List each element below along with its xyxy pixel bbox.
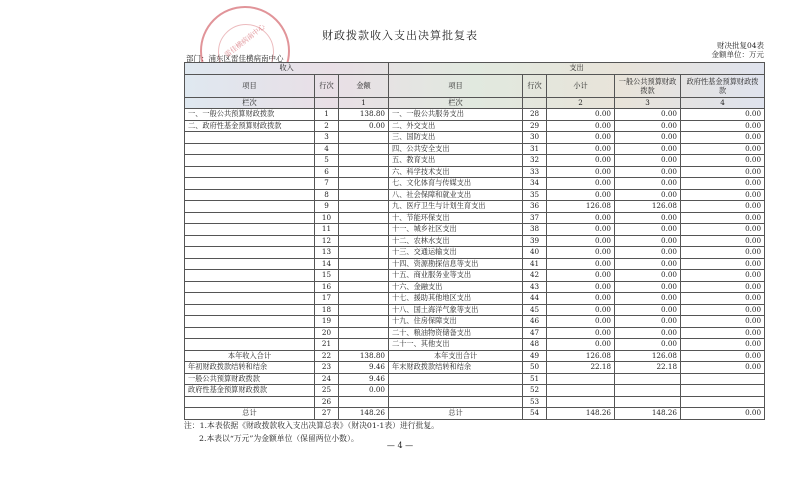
expense-row-no-cell: 47 <box>523 327 547 339</box>
expense-item-cell: 十七、援助其他地区支出 <box>389 293 523 305</box>
expense-item-cell: 四、公共安全支出 <box>389 143 523 155</box>
subtotal-cell: 148.26 <box>547 408 615 420</box>
general-budget-cell <box>615 385 681 397</box>
expense-row-no-cell: 50 <box>523 362 547 374</box>
expense-row-no-cell: 31 <box>523 143 547 155</box>
expense-row-no-cell: 39 <box>523 235 547 247</box>
table-row <box>185 143 765 155</box>
subtotal-cell: 0.00 <box>547 339 615 351</box>
budget-table <box>184 62 765 420</box>
expense-row-no-cell: 29 <box>523 120 547 132</box>
general-budget-cell <box>615 373 681 385</box>
table-row <box>185 270 765 282</box>
income-item-cell <box>185 396 315 408</box>
income-item-cell <box>185 293 315 305</box>
income-row-no-cell: 13 <box>315 247 339 259</box>
expense-item-cell: 本年支出合计 <box>389 350 523 362</box>
subtotal-cell: 0.00 <box>547 189 615 201</box>
expense-item-cell: 二十、粮油物资储备支出 <box>389 327 523 339</box>
income-row-no-cell: 20 <box>315 327 339 339</box>
gov-fund-budget-cell: 0.00 <box>681 316 765 328</box>
table-row <box>185 350 765 362</box>
income-row-no-cell: 12 <box>315 235 339 247</box>
income-amount-cell <box>339 339 389 351</box>
income-row-no-cell: 3 <box>315 132 339 144</box>
subtotal-cell: 0.00 <box>547 304 615 316</box>
income-item-cell: 年初财政拨款结转和结余 <box>185 362 315 374</box>
income-item-cell <box>185 143 315 155</box>
income-amount-cell <box>339 327 389 339</box>
expense-row-no-cell: 37 <box>523 212 547 224</box>
expense-item-cell: 十、节能环保支出 <box>389 212 523 224</box>
income-amount-cell <box>339 155 389 167</box>
income-row-no-cell: 18 <box>315 304 339 316</box>
amount-unit: 金额单位：万元 <box>711 50 764 59</box>
expense-row-no-cell: 46 <box>523 316 547 328</box>
gov-fund-budget-cell <box>681 373 765 385</box>
income-amount-header: 金额 <box>339 74 389 97</box>
income-amount-cell <box>339 396 389 408</box>
gov-fund-budget-cell: 0.00 <box>681 166 765 178</box>
income-amount-cell <box>339 178 389 190</box>
general-budget-cell: 0.00 <box>615 339 681 351</box>
gov-fund-budget-cell: 0.00 <box>681 155 765 167</box>
subtotal-cell: 0.00 <box>547 327 615 339</box>
income-amount-cell: 9.46 <box>339 373 389 385</box>
income-row-no-cell: 21 <box>315 339 339 351</box>
general-budget-cell: 0.00 <box>615 281 681 293</box>
expense-row-no-cell: 41 <box>523 258 547 270</box>
income-row-no-cell: 7 <box>315 178 339 190</box>
col-1-label: 1 <box>339 97 389 109</box>
expense-row-no-cell: 49 <box>523 350 547 362</box>
income-amount-cell: 0.00 <box>339 385 389 397</box>
income-item-cell: 本年收入合计 <box>185 350 315 362</box>
gov-fund-budget-cell: 0.00 <box>681 304 765 316</box>
department-label: 部门：浦东区雷佳横病南中心 <box>186 54 284 63</box>
gov-fund-budget-cell: 0.00 <box>681 293 765 305</box>
column-number-row <box>185 97 765 109</box>
income-item-cell <box>185 235 315 247</box>
table-row <box>185 327 765 339</box>
expense-item-header: 项目 <box>389 74 523 97</box>
expense-row-no-header: 行次 <box>523 74 547 97</box>
income-amount-cell <box>339 258 389 270</box>
income-row-no-cell: 19 <box>315 316 339 328</box>
expense-row-no-cell: 36 <box>523 201 547 213</box>
income-item-cell <box>185 132 315 144</box>
footnote-1: 注：1.本表依据《财政拨款收入支出决算总表》（财决01-1表）进行批复。 <box>184 421 439 430</box>
income-row-no-cell: 22 <box>315 350 339 362</box>
table-row <box>185 408 765 420</box>
gov-fund-budget-cell: 0.00 <box>681 132 765 144</box>
table-row <box>185 120 765 132</box>
income-amount-cell <box>339 166 389 178</box>
subtotal-cell: 0.00 <box>547 258 615 270</box>
gov-fund-budget-cell: 0.00 <box>681 408 765 420</box>
gov-fund-budget-cell <box>681 385 765 397</box>
income-item-cell <box>185 270 315 282</box>
gov-fund-budget-cell <box>681 396 765 408</box>
income-group-header: 收入 <box>185 63 389 75</box>
income-amount-cell <box>339 224 389 236</box>
general-budget-cell: 0.00 <box>615 132 681 144</box>
expense-item-cell: 三、国防支出 <box>389 132 523 144</box>
expense-group-header: 支出 <box>389 63 765 75</box>
income-row-no-cell: 6 <box>315 166 339 178</box>
expense-row-no-cell: 48 <box>523 339 547 351</box>
income-amount-cell <box>339 201 389 213</box>
expense-item-cell: 十一、城乡社区支出 <box>389 224 523 236</box>
col-3-label: 3 <box>615 97 681 109</box>
expense-row-no-cell: 45 <box>523 304 547 316</box>
expense-row-no-cell: 33 <box>523 166 547 178</box>
general-budget-cell: 0.00 <box>615 166 681 178</box>
income-amount-cell <box>339 247 389 259</box>
subtotal-cell <box>547 385 615 397</box>
subtotal-cell: 0.00 <box>547 247 615 259</box>
gov-fund-budget-cell: 0.00 <box>681 201 765 213</box>
expense-row-no-cell: 34 <box>523 178 547 190</box>
expense-item-cell: 六、科学技术支出 <box>389 166 523 178</box>
subtotal-cell: 0.00 <box>547 281 615 293</box>
expense-row-no-cell: 32 <box>523 155 547 167</box>
expense-item-cell: 十八、国土海洋气象等支出 <box>389 304 523 316</box>
expense-row-no-cell: 28 <box>523 109 547 121</box>
table-row <box>185 281 765 293</box>
table-row <box>185 316 765 328</box>
income-amount-cell <box>339 132 389 144</box>
general-budget-cell: 0.00 <box>615 327 681 339</box>
general-budget-cell: 0.00 <box>615 293 681 305</box>
income-row-no-cell: 27 <box>315 408 339 420</box>
table-row <box>185 304 765 316</box>
expense-row-no-cell: 44 <box>523 293 547 305</box>
income-column-no: 栏次 <box>185 97 315 109</box>
income-amount-cell: 138.80 <box>339 109 389 121</box>
general-budget-cell: 0.00 <box>615 316 681 328</box>
general-budget-cell: 0.00 <box>615 109 681 121</box>
income-item-header: 项目 <box>185 74 315 97</box>
expense-row-no-cell: 54 <box>523 408 547 420</box>
table-row <box>185 235 765 247</box>
gov-fund-budget-cell: 0.00 <box>681 350 765 362</box>
expense-item-cell: 二、外交支出 <box>389 120 523 132</box>
table-row <box>185 385 765 397</box>
income-row-no-cell: 16 <box>315 281 339 293</box>
table-row <box>185 396 765 408</box>
table-row <box>185 373 765 385</box>
expense-item-cell: 十二、农林水支出 <box>389 235 523 247</box>
subtotal-cell: 126.08 <box>547 350 615 362</box>
table-row <box>185 258 765 270</box>
subtotal-cell: 0.00 <box>547 109 615 121</box>
income-row-no-cell: 25 <box>315 385 339 397</box>
table-row <box>185 212 765 224</box>
expense-item-cell: 总计 <box>389 408 523 420</box>
income-amount-cell <box>339 212 389 224</box>
gov-fund-budget-cell: 0.00 <box>681 258 765 270</box>
gov-fund-budget-cell: 0.00 <box>681 281 765 293</box>
expense-item-cell: 八、社会保障和就业支出 <box>389 189 523 201</box>
general-budget-cell: 0.00 <box>615 224 681 236</box>
expense-item-cell: 十三、交通运输支出 <box>389 247 523 259</box>
general-budget-cell: 0.00 <box>615 258 681 270</box>
income-item-cell: 二、政府性基金预算财政拨款 <box>185 120 315 132</box>
income-item-cell: 一、一般公共预算财政拨款 <box>185 109 315 121</box>
income-amount-cell: 0.00 <box>339 120 389 132</box>
general-budget-cell: 0.00 <box>615 155 681 167</box>
income-row-no-cell: 26 <box>315 396 339 408</box>
gov-fund-budget-cell: 0.00 <box>681 212 765 224</box>
income-row-no-cell: 10 <box>315 212 339 224</box>
table-row <box>185 362 765 374</box>
table-row <box>185 247 765 259</box>
table-row <box>185 155 765 167</box>
subtotal-cell: 0.00 <box>547 224 615 236</box>
table-row <box>185 201 765 213</box>
income-row-no-cell: 4 <box>315 143 339 155</box>
general-budget-cell: 126.08 <box>615 350 681 362</box>
expense-row-no-cell: 51 <box>523 373 547 385</box>
income-item-cell <box>185 224 315 236</box>
income-row-no-cell: 14 <box>315 258 339 270</box>
expense-item-cell: 十五、商业服务业等支出 <box>389 270 523 282</box>
expense-item-cell <box>389 385 523 397</box>
expense-item-cell: 一、一般公共服务支出 <box>389 109 523 121</box>
expense-row-no-cell: 42 <box>523 270 547 282</box>
income-amount-cell <box>339 316 389 328</box>
gov-fund-budget-cell: 0.00 <box>681 247 765 259</box>
subtotal-cell: 0.00 <box>547 293 615 305</box>
income-item-cell <box>185 178 315 190</box>
income-row-no-cell: 15 <box>315 270 339 282</box>
subtotal-cell: 0.00 <box>547 120 615 132</box>
income-row-no-cell: 9 <box>315 201 339 213</box>
gov-fund-budget-cell: 0.00 <box>681 120 765 132</box>
gov-fund-budget-cell: 0.00 <box>681 235 765 247</box>
income-amount-cell <box>339 281 389 293</box>
income-amount-cell <box>339 235 389 247</box>
income-amount-cell <box>339 189 389 201</box>
general-budget-cell: 0.00 <box>615 189 681 201</box>
subtotal-cell <box>547 373 615 385</box>
gov-fund-budget-cell: 0.00 <box>681 143 765 155</box>
subtotal-cell: 0.00 <box>547 155 615 167</box>
income-row-no-blank <box>315 97 339 109</box>
general-budget-header: 一般公共预算财政拨款 <box>615 74 681 97</box>
subtotal-cell: 0.00 <box>547 235 615 247</box>
income-item-cell <box>185 281 315 293</box>
income-item-cell <box>185 258 315 270</box>
table-row <box>185 109 765 121</box>
gov-fund-budget-cell: 0.00 <box>681 178 765 190</box>
income-item-cell <box>185 166 315 178</box>
subtotal-cell: 0.00 <box>547 166 615 178</box>
page-number: — 4 — <box>386 441 414 450</box>
general-budget-cell: 22.18 <box>615 362 681 374</box>
subtotal-cell: 0.00 <box>547 212 615 224</box>
table-row <box>185 178 765 190</box>
income-amount-cell: 9.46 <box>339 362 389 374</box>
general-budget-cell: 0.00 <box>615 120 681 132</box>
subtotal-cell: 0.00 <box>547 270 615 282</box>
income-item-cell <box>185 247 315 259</box>
income-item-cell <box>185 304 315 316</box>
expense-row-no-cell: 30 <box>523 132 547 144</box>
table-row <box>185 224 765 236</box>
income-row-no-cell: 1 <box>315 109 339 121</box>
general-budget-cell: 0.00 <box>615 304 681 316</box>
expense-row-no-cell: 38 <box>523 224 547 236</box>
income-row-no-cell: 2 <box>315 120 339 132</box>
general-budget-cell: 0.00 <box>615 178 681 190</box>
income-item-cell <box>185 155 315 167</box>
gov-fund-budget-cell: 0.00 <box>681 224 765 236</box>
table-body <box>185 109 765 420</box>
income-amount-cell: 138.80 <box>339 350 389 362</box>
subtotal-cell: 22.18 <box>547 362 615 374</box>
income-row-no-cell: 11 <box>315 224 339 236</box>
expense-item-cell: 年末财政拨款结转和结余 <box>389 362 523 374</box>
subtotal-cell: 126.08 <box>547 201 615 213</box>
income-item-cell <box>185 339 315 351</box>
income-row-no-cell: 23 <box>315 362 339 374</box>
expense-row-no-cell: 35 <box>523 189 547 201</box>
expense-item-cell <box>389 396 523 408</box>
general-budget-cell: 148.26 <box>615 408 681 420</box>
group-header-row <box>185 63 765 75</box>
income-amount-cell <box>339 270 389 282</box>
gov-fund-budget-cell: 0.00 <box>681 270 765 282</box>
income-item-cell <box>185 327 315 339</box>
seal-text: 雷佳横病南中心 <box>223 22 267 60</box>
subtotal-cell: 0.00 <box>547 316 615 328</box>
table-row <box>185 293 765 305</box>
expense-item-cell: 十四、资源勘探信息等支出 <box>389 258 523 270</box>
income-row-no-cell: 5 <box>315 155 339 167</box>
income-row-no-cell: 17 <box>315 293 339 305</box>
general-budget-cell <box>615 396 681 408</box>
subtotal-cell: 0.00 <box>547 143 615 155</box>
income-row-no-cell: 8 <box>315 189 339 201</box>
report-title: 财政拨款收入支出决算批复表 <box>322 29 478 42</box>
income-item-cell <box>185 189 315 201</box>
expense-item-cell: 十六、金融支出 <box>389 281 523 293</box>
expense-row-no-blank <box>523 97 547 109</box>
table-row <box>185 189 765 201</box>
income-item-cell: 政府性基金预算财政拨款 <box>185 385 315 397</box>
income-row-no-cell: 24 <box>315 373 339 385</box>
general-budget-cell: 0.00 <box>615 270 681 282</box>
general-budget-cell: 0.00 <box>615 247 681 259</box>
subtotal-cell: 0.00 <box>547 132 615 144</box>
income-amount-cell <box>339 293 389 305</box>
general-budget-cell: 126.08 <box>615 201 681 213</box>
expense-item-cell: 九、医疗卫生与计划生育支出 <box>389 201 523 213</box>
expense-row-no-cell: 40 <box>523 247 547 259</box>
gov-fund-budget-cell: 0.00 <box>681 109 765 121</box>
expense-item-cell: 二十一、其他支出 <box>389 339 523 351</box>
income-amount-cell <box>339 304 389 316</box>
expense-item-cell: 十九、住房保障支出 <box>389 316 523 328</box>
expense-item-cell: 七、文化体育与传媒支出 <box>389 178 523 190</box>
subtotal-header: 小计 <box>547 74 615 97</box>
income-item-cell <box>185 212 315 224</box>
general-budget-cell: 0.00 <box>615 235 681 247</box>
expense-item-cell: 五、教育支出 <box>389 155 523 167</box>
gov-fund-budget-cell: 0.00 <box>681 327 765 339</box>
expense-row-no-cell: 52 <box>523 385 547 397</box>
gov-fund-budget-cell: 0.00 <box>681 362 765 374</box>
table-row <box>185 132 765 144</box>
table-row <box>185 166 765 178</box>
income-amount-cell <box>339 143 389 155</box>
expense-row-no-cell: 53 <box>523 396 547 408</box>
expense-item-cell <box>389 373 523 385</box>
general-budget-cell: 0.00 <box>615 143 681 155</box>
expense-column-no: 栏次 <box>389 97 523 109</box>
subtotal-cell: 0.00 <box>547 178 615 190</box>
gov-fund-budget-header: 政府性基金预算财政拨款 <box>681 74 765 97</box>
col-2-label: 2 <box>547 97 615 109</box>
gov-fund-budget-cell: 0.00 <box>681 189 765 201</box>
subtotal-cell <box>547 396 615 408</box>
income-amount-cell: 148.26 <box>339 408 389 420</box>
expense-row-no-cell: 43 <box>523 281 547 293</box>
col-4-label: 4 <box>681 97 765 109</box>
gov-fund-budget-cell: 0.00 <box>681 339 765 351</box>
general-budget-cell: 0.00 <box>615 212 681 224</box>
income-row-no-header: 行次 <box>315 74 339 97</box>
income-item-cell: 一般公共预算财政拨款 <box>185 373 315 385</box>
income-item-cell: 总计 <box>185 408 315 420</box>
income-item-cell <box>185 201 315 213</box>
column-header-row <box>185 74 765 97</box>
income-item-cell <box>185 316 315 328</box>
table-row <box>185 339 765 351</box>
form-number: 财决批复04表 <box>716 41 764 50</box>
footnote-2: 2.本表以“万元”为金额单位（保留两位小数）。 <box>199 434 359 443</box>
